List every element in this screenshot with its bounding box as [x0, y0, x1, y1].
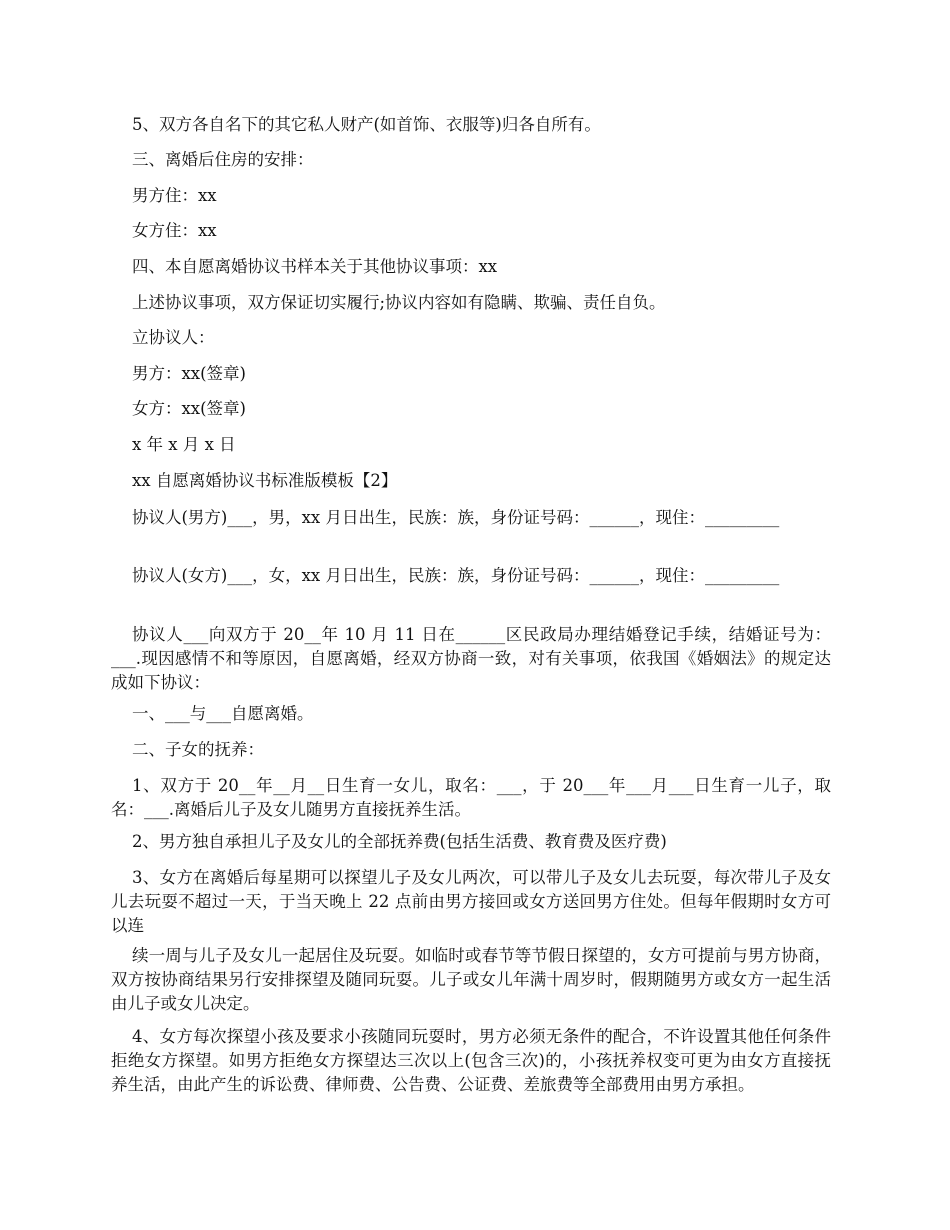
- signature-female: 女方：xx(签章): [132, 399, 246, 418]
- clause-custody-change: 4、女方每次探望小孩及要求小孩随同玩耍时，男方必须无条件的配合，不许设置其他任何条件拒绝女方探望。如男方拒绝女方探望达三次以上(包含三次)的，小孩抚养权变可更为由女方直接抚养生活，由此产生的诉讼费、律师费、公告费、公证费、差旅费等全部费用由男方承担。: [111, 1027, 831, 1094]
- signature-male: 男方：xx(签章): [132, 364, 246, 383]
- clause-private-property: 5、双方各自名下的其它私人财产(如首饰、衣服等)归各自所有。: [132, 115, 601, 134]
- party-female-info: 协议人(女方)___，女，xx 月日出生，民族：族，身份证号码：______，现住：_________: [132, 566, 780, 585]
- housing-male: 男方住：xx: [132, 186, 217, 205]
- signatories-label: 立协议人：: [132, 328, 215, 347]
- date-line: x 年 x 月 x 日: [132, 435, 236, 454]
- template-title: xx 自愿离婚协议书标准版模板【2】: [132, 471, 398, 490]
- section-other-matters: 四、本自愿离婚协议书样本关于其他协议事项：xx: [132, 257, 498, 276]
- clause-child-support: 2、男方独自承担儿子及女儿的全部抚养费(包括生活费、教育费及医疗费): [132, 832, 667, 851]
- section-children-heading: 二、子女的抚养：: [132, 740, 264, 759]
- clause-visitation: 3、女方在离婚后每星期可以探望儿子及女儿两次，可以带儿子及女儿去玩耍，每次带儿子及女儿去玩耍不超过一天，于当天晚上 22 点前由男方接回或女方送回男方住处。但每年假期时女方可以连: [111, 868, 831, 935]
- clause-divorce: 一、___与___自愿离婚。: [132, 704, 314, 723]
- housing-female: 女方住：xx: [132, 221, 217, 240]
- clause-children-birth: 1、双方于 20__年__月__日生育一女儿，取名：___，于 20___年___月___日生育一儿子，取名：___.离婚后儿子及女儿随男方直接抚养生活。: [111, 776, 831, 819]
- section-housing-heading: 三、离婚后住房的安排：: [132, 150, 314, 169]
- clause-visitation-continued: 续一周与儿子及女儿一起居住及玩耍。如临时或春节等节假日探望的，女方可提前与男方协商，双方按协商结果另行安排探望及随同玩耍。儿子或女儿年满十周岁时，假期随男方或女方一起生活由儿子或女儿决定。: [111, 946, 831, 1013]
- guarantee-statement: 上述协议事项，双方保证切实履行;协议内容如有隐瞒、欺骗、责任自负。: [132, 293, 666, 312]
- party-male-info: 协议人(男方)___，男，xx 月日出生，民族：族，身份证号码：______，现住：_________: [132, 508, 780, 527]
- marriage-registration-para: 协议人___向双方于 20__年 10 月 11 日在______区民政局办理结婚登记手续，结婚证号为：___.现因感情不和等原因，自愿离婚，经双方协商一致，对有关事项，依我国《婚姻法》的规定达成如下协议：: [111, 625, 831, 692]
